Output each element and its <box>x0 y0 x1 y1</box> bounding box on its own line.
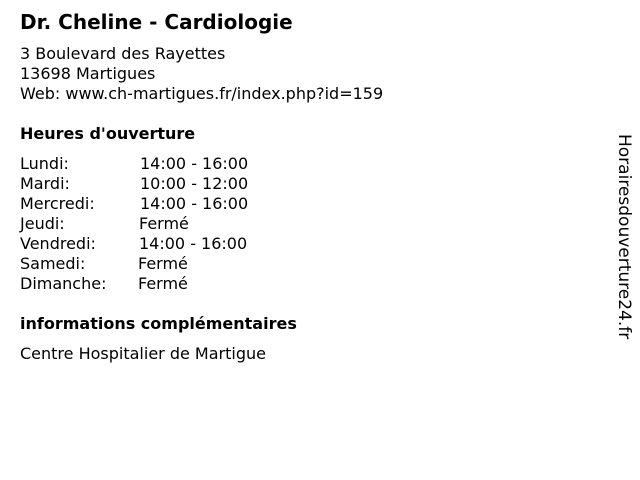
day-label: Lundi: <box>20 154 69 173</box>
info-heading: informations complémentaires <box>20 314 297 333</box>
address-city: 13698 Martigues <box>20 64 156 83</box>
hours-row-dimanche <box>20 274 320 294</box>
address-street: 3 Boulevard des Rayettes <box>20 44 226 63</box>
address-block <box>20 44 383 104</box>
day-hours: Fermé <box>139 214 189 233</box>
day-label: Samedi: <box>20 254 86 273</box>
day-hours: 14:00 - 16:00 <box>139 234 248 253</box>
hours-row-jeudi <box>20 214 320 234</box>
address-web: Web: www.ch-martigues.fr/index.php?id=159 <box>20 84 384 103</box>
day-hours: 14:00 - 16:00 <box>140 194 249 213</box>
hours-row-samedi <box>20 254 320 274</box>
day-label: Vendredi: <box>20 234 96 253</box>
day-label: Mardi: <box>20 174 70 193</box>
hours-heading: Heures d'ouverture <box>20 124 196 143</box>
day-hours: Fermé <box>138 254 188 273</box>
day-label: Mercredi: <box>20 194 95 213</box>
hours-row-mercredi <box>20 194 320 214</box>
hours-row-lundi <box>20 154 320 174</box>
day-hours: 10:00 - 12:00 <box>140 174 249 193</box>
hours-row-vendredi <box>20 234 320 254</box>
hours-row-mardi <box>20 174 320 194</box>
day-hours: 14:00 - 16:00 <box>140 154 249 173</box>
day-label: Jeudi: <box>20 214 65 233</box>
day-hours: Fermé <box>138 274 188 293</box>
day-label: Dimanche: <box>20 274 107 293</box>
page-title: Dr. Cheline - Cardiologie <box>20 10 293 34</box>
hours-table <box>20 154 320 294</box>
info-text: Centre Hospitalier de Martigue <box>20 344 266 363</box>
brand-watermark: Horairesdouverture24.fr <box>614 134 634 340</box>
